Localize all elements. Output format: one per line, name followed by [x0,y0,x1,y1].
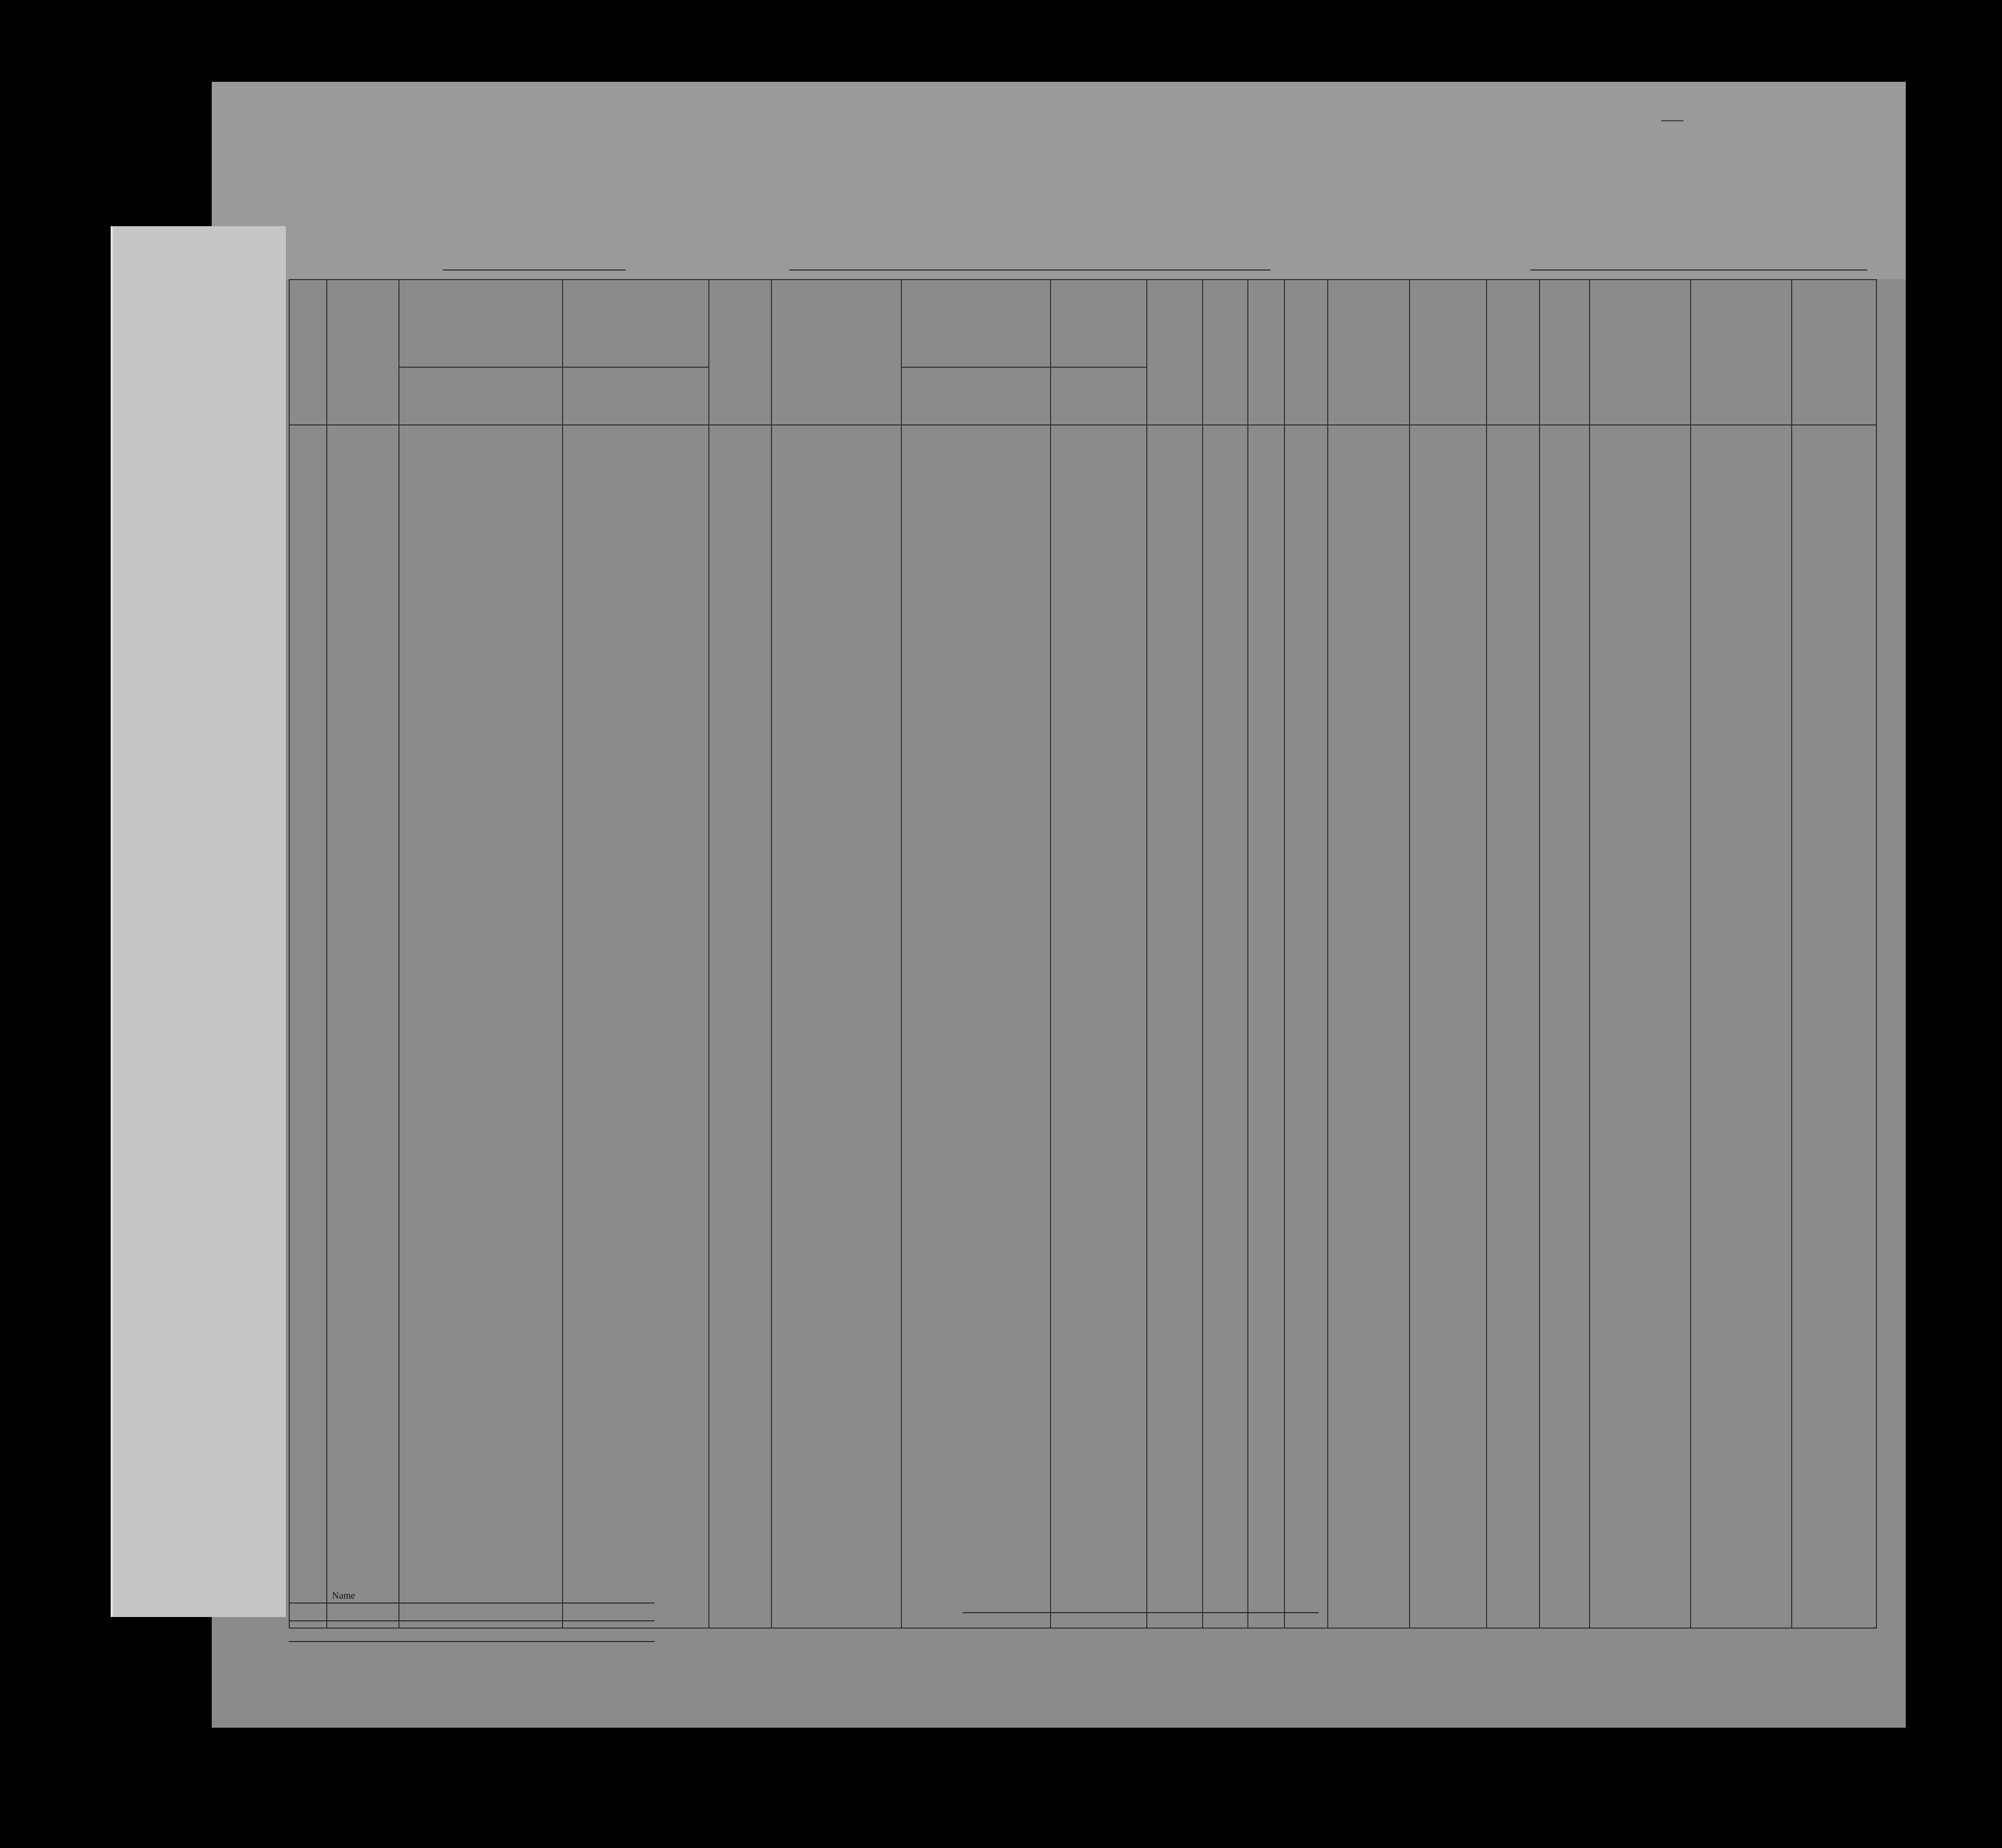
column-divider [326,280,327,1628]
crew-table [289,279,1877,1629]
column-divider [1409,280,1410,1628]
column-divider [771,280,772,1628]
column-divider [1539,280,1540,1628]
sheet-number [1656,106,1683,120]
column-divider [901,280,902,1628]
sheet-number-value [1661,106,1683,121]
manifest-sheet [212,82,1906,1728]
column-divider [1690,280,1691,1628]
header-rule [290,424,1876,425]
column-divider [1050,280,1051,1628]
attached-sickness-slip [111,226,286,1617]
column-divider [1284,280,1285,1628]
column-divider [1327,280,1328,1628]
column-divider [1589,280,1590,1628]
column-divider [1247,280,1248,1628]
column-divider [1486,280,1487,1628]
header-subrule [901,367,1146,368]
vessel-line [366,245,1882,274]
column-divider [562,280,563,1628]
header-subrule [398,367,708,368]
column-divider [1791,280,1792,1628]
column-divider [708,280,709,1628]
column-divider [1146,280,1147,1628]
column-divider [1202,280,1203,1628]
name-label: Name [332,1591,355,1601]
column-divider [398,280,399,1628]
